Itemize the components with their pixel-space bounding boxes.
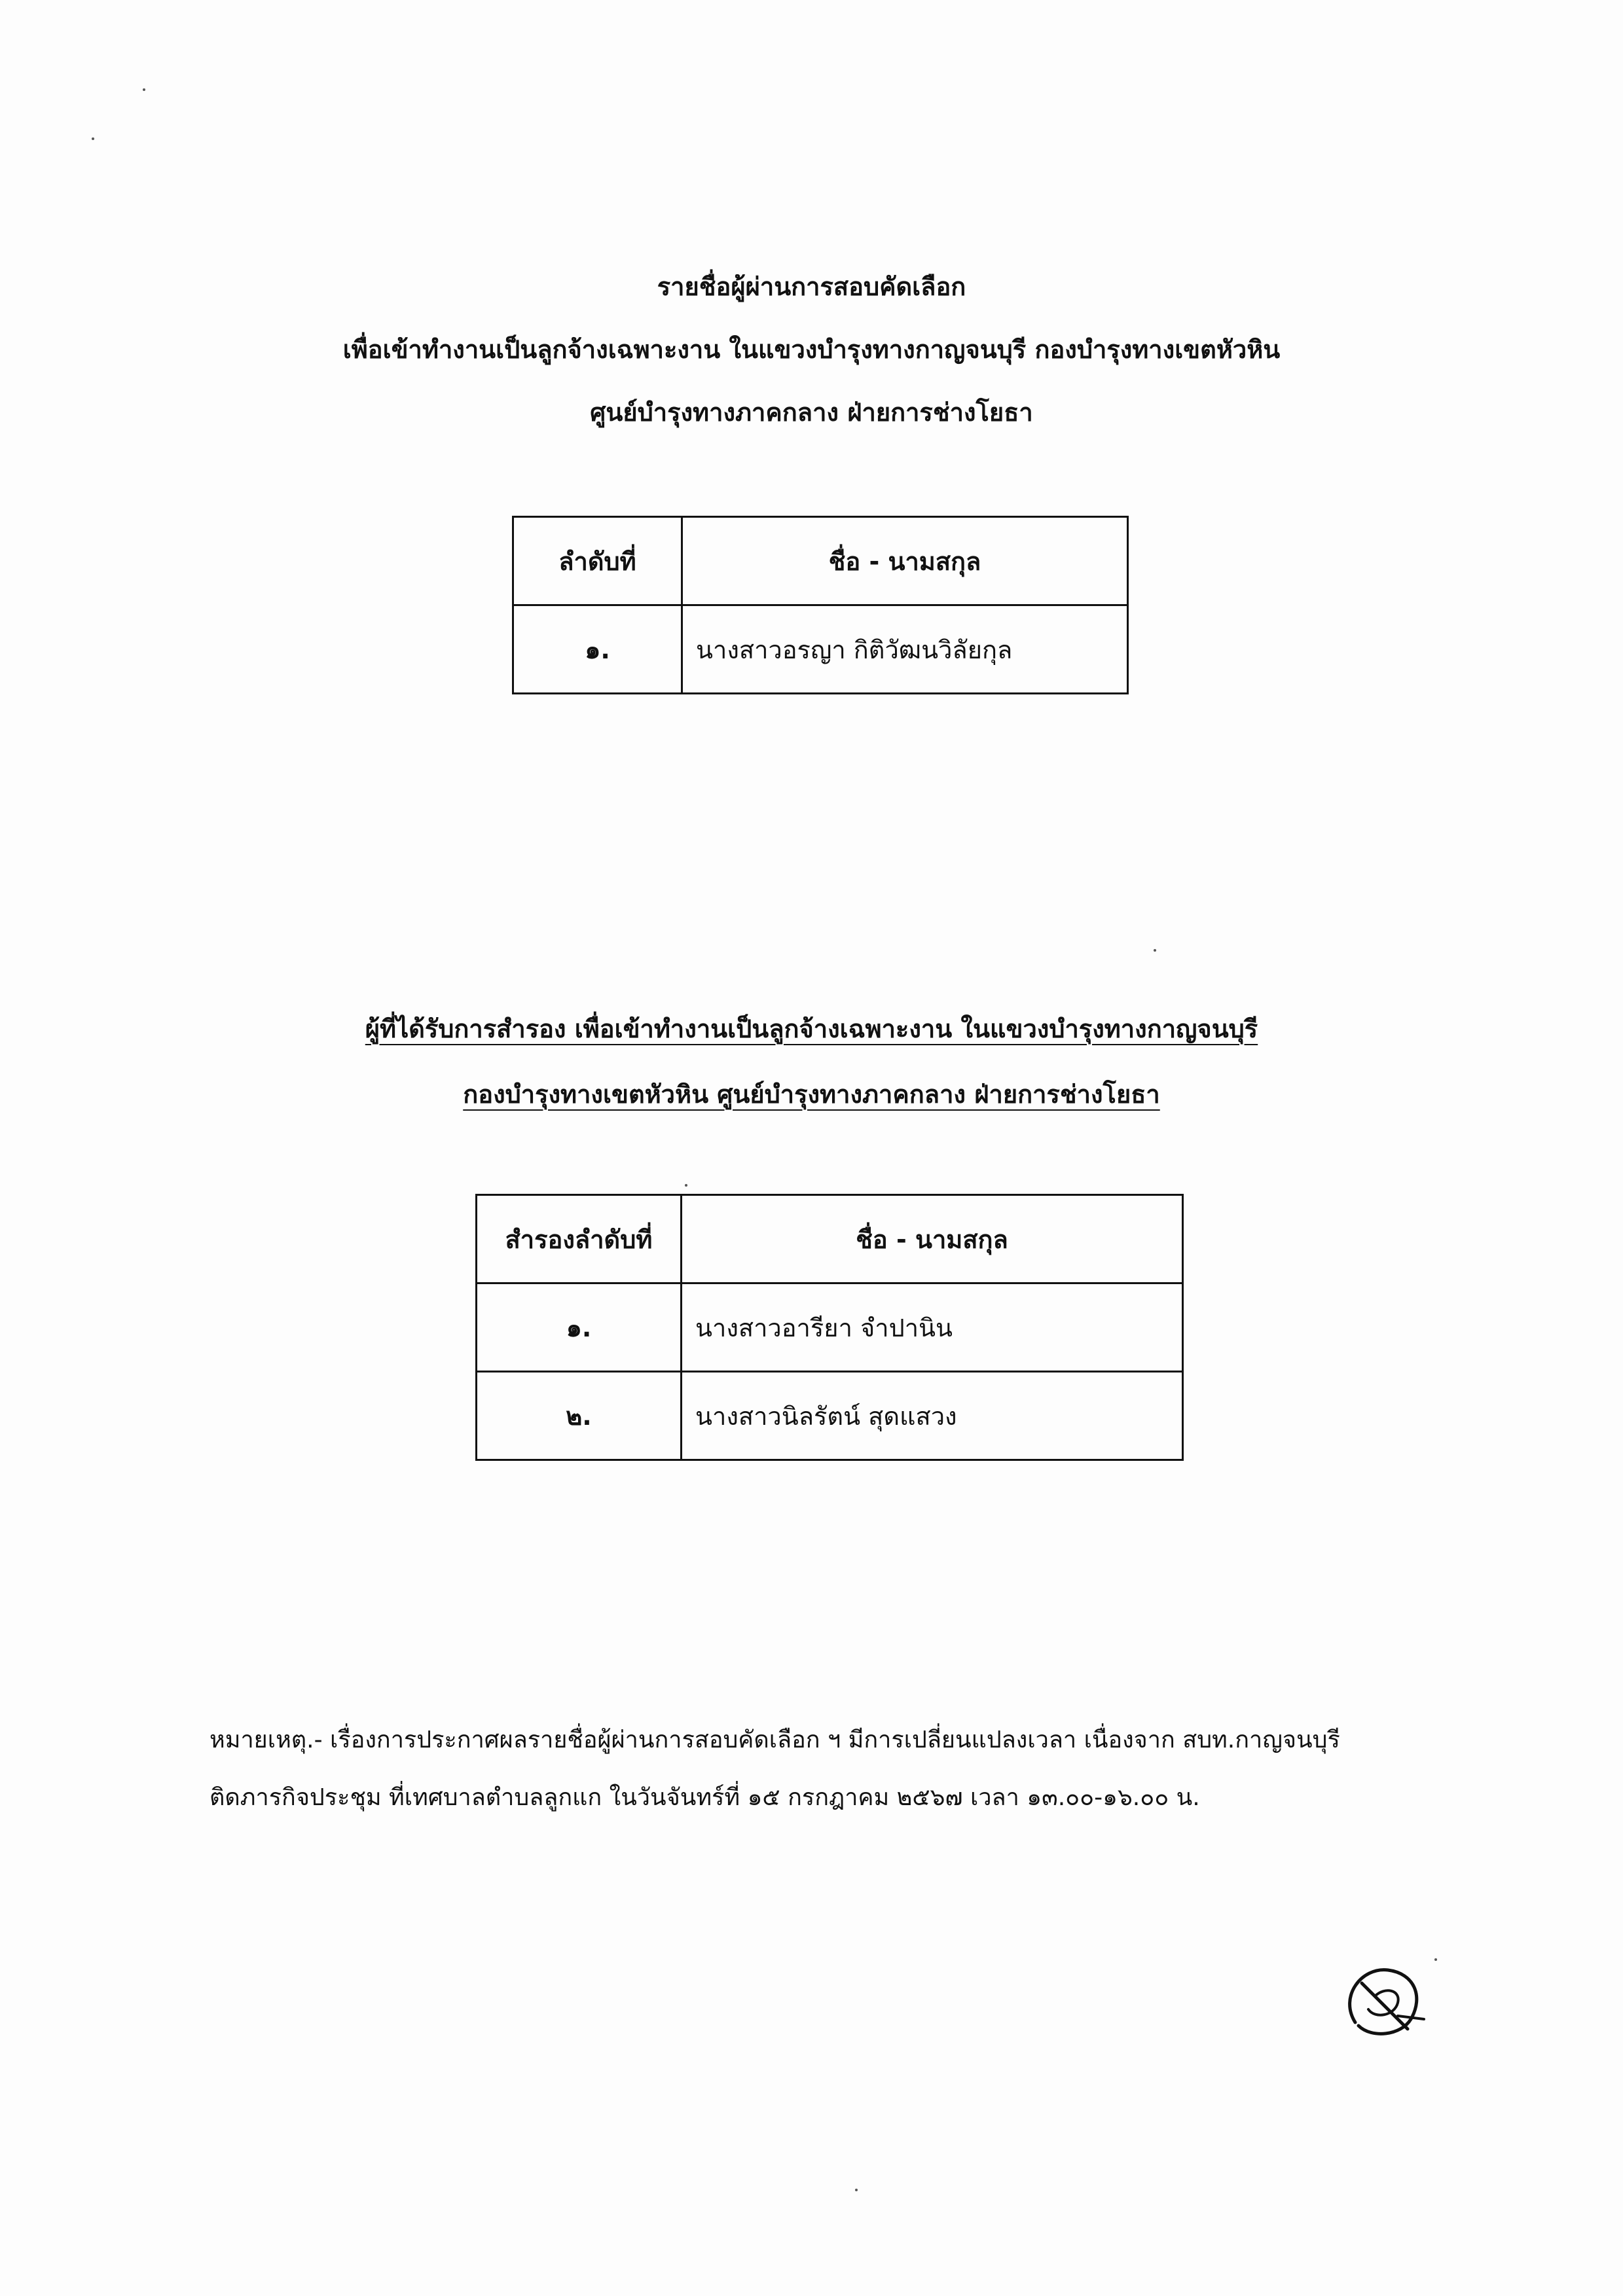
row-order: ๒. [477, 1372, 682, 1460]
header-subtitle: เพื่อเข้าทำงานเป็นลูกจ้างเฉพาะงาน ในแขวงบำรุงทางกาญจนบุรี กองบำรุงทางเขตหัวหิน [342, 335, 1281, 364]
note-line-2: ติดภารกิจประชุม ที่เทศบาลตำบลลูกแก ในวันจันทร์ที่ ๑๕ กรกฎาคม ๒๕๖๗ เวลา ๑๓.๐๐-๑๖.๐๐ น. [210, 1784, 1200, 1811]
table-row [477, 1283, 1183, 1372]
row-name: นางสาวอารียา จำปานิน [682, 1283, 1183, 1372]
note-line-1: หมายเหตุ.- เรื่องการประกาศผลรายชื่อผู้ผ่านการสอบคัดเลือก ฯ มีการเปลี่ยนแปลงเวลา เนื่องจาก สบท.กาญจนบุรี [210, 1727, 1340, 1753]
reserve-subtitle-text: กองบำรุงทางเขตหัวหิน ศูนย์บำรุงทางภาคกลาง ฝ่ายการช่างโยธา [463, 1080, 1160, 1109]
scan-speck [855, 2189, 858, 2191]
reserve-subtitle [0, 1076, 1623, 1113]
reserve-title-text: ผู้ที่ได้รับการสำรอง เพื่อเข้าทำงานเป็นลูกจ้างเฉพาะงาน ในแขวงบำรุงทางกาญจนบุรี [365, 1014, 1258, 1043]
scan-speck [1434, 1958, 1437, 1961]
scan-speck [685, 1184, 687, 1187]
reserve-title [0, 1011, 1623, 1047]
row-order: ๑. [513, 605, 682, 694]
reserve-table [475, 1194, 1184, 1461]
scan-speck [92, 137, 94, 140]
row-name: นางสาวนิลรัตน์ สุดแสวง [682, 1372, 1183, 1460]
col-name-header: ชื่อ - นามสกุล [682, 517, 1128, 605]
header-department: ศูนย์บำรุงทางภาคกลาง ฝ่ายการช่างโยธา [590, 398, 1033, 427]
table-header-row [477, 1195, 1183, 1283]
scan-speck [1154, 949, 1156, 952]
table-header-row [513, 517, 1128, 605]
row-order: ๑. [477, 1283, 682, 1372]
passed-table [512, 516, 1129, 694]
col-order-header: สำรองลำดับที่ [477, 1195, 682, 1283]
table-row [513, 605, 1128, 694]
col-order-header: ลำดับที่ [513, 517, 682, 605]
table-row [477, 1372, 1183, 1460]
row-name: นางสาวอรญา กิติวัฒนวิลัยกุล [682, 605, 1128, 694]
signature-initials [1336, 1957, 1434, 2049]
scan-speck [143, 88, 145, 91]
header-title: รายชื่อผู้ผ่านการสอบคัดเลือก [657, 272, 966, 301]
col-name-header: ชื่อ - นามสกุล [682, 1195, 1183, 1283]
